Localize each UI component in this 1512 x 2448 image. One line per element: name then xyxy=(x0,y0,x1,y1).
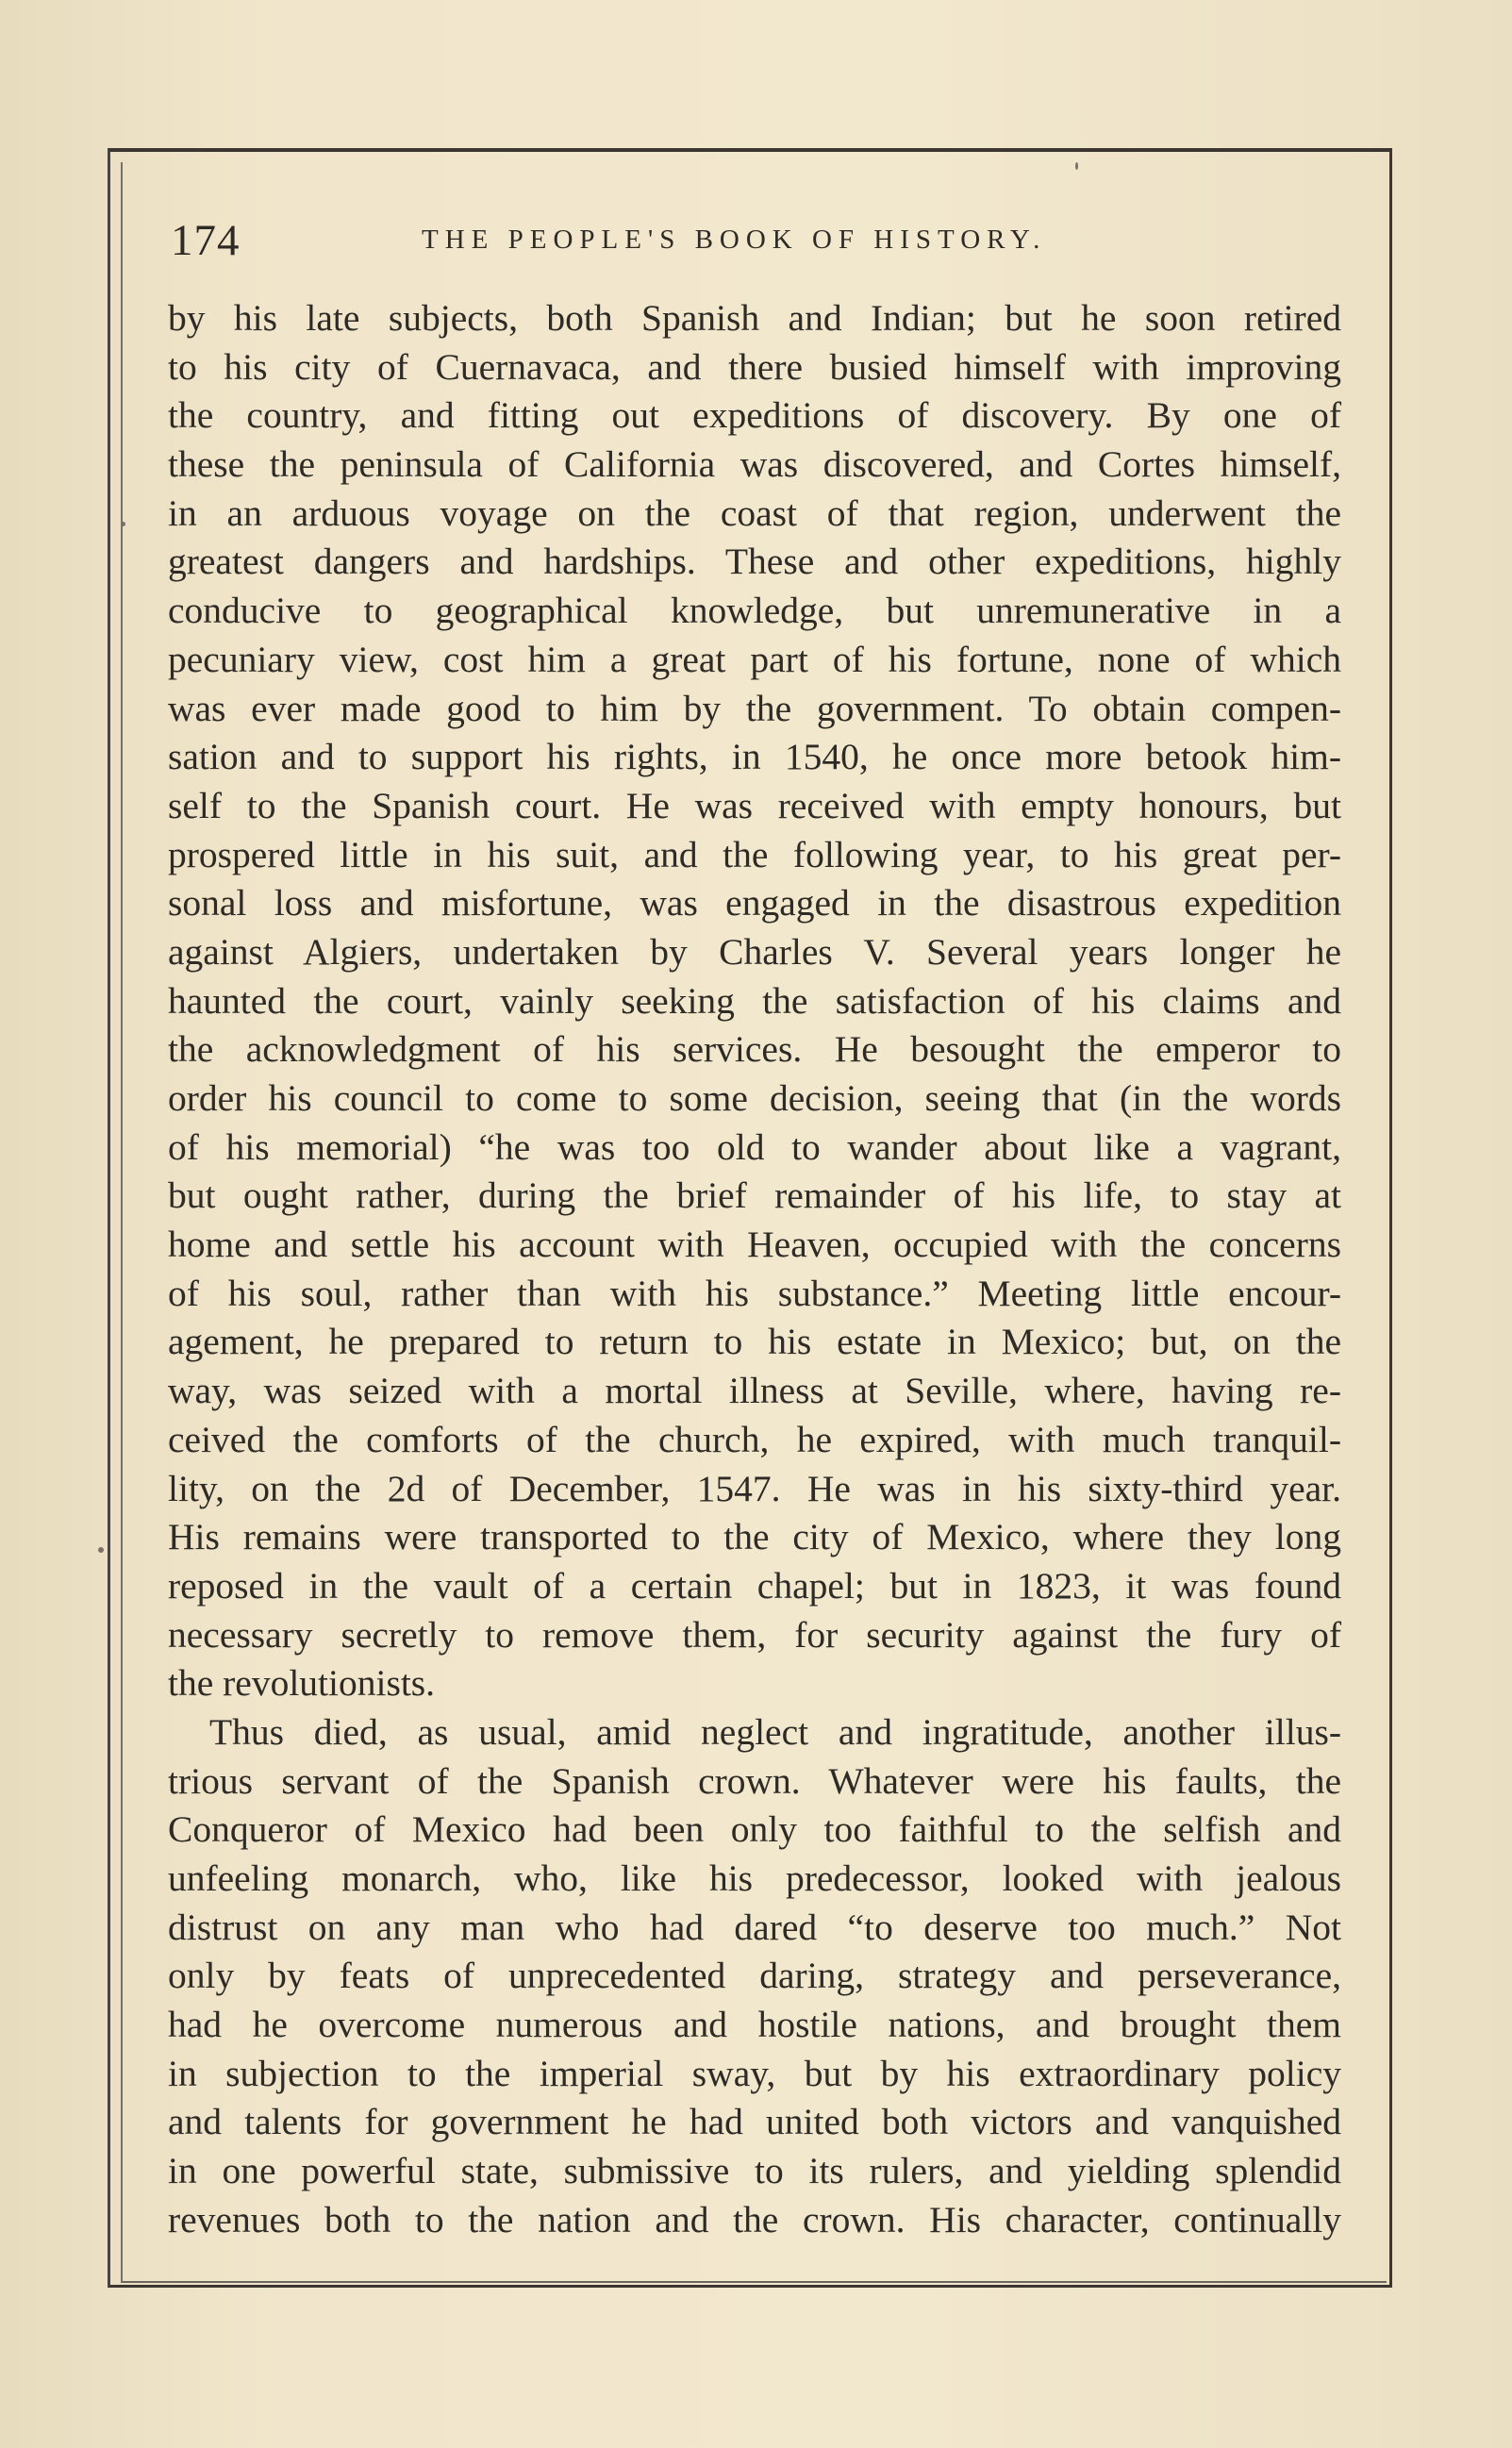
text-line: in subjection to the imperial sway, but by his extraordinary policy xyxy=(168,2052,1341,2094)
text-line: and talents for government he had united both victors and vanquished xyxy=(168,2101,1341,2143)
text-line: order his council to come to some decision, seeing that (in the words xyxy=(168,1077,1341,1119)
text-line: was ever made good to him by the government. To obtain compen- xyxy=(168,687,1341,729)
text-line: greatest dangers and hardships. These and other expeditions, highly xyxy=(168,541,1341,583)
text-line: Conqueror of Mexico had been only too faithful to the selfish and xyxy=(168,1808,1341,1851)
paper-speck xyxy=(98,1547,104,1553)
text-line: sonal loss and misfortune, was engaged in the disastrous expedition xyxy=(168,882,1341,924)
text-line: unfeeling monarch, who, like his predecessor, looked with jealous xyxy=(168,1857,1341,1899)
text-line: His remains were transported to the city of Mexico, where they long xyxy=(168,1516,1341,1558)
text-line: agement, he prepared to return to his estate in Mexico; but, on the xyxy=(168,1321,1341,1363)
text-line: the country, and fitting out expeditions of discovery. By one of xyxy=(168,394,1341,437)
text-line: pecuniary view, cost him a great part of his fortune, none of which xyxy=(168,638,1341,680)
text-line: of his soul, rather than with his substance.” Meeting little encour- xyxy=(168,1272,1341,1314)
running-head: THE PEOPLE'S BOOK OF HISTORY. xyxy=(422,225,1047,255)
text-line: sation and to support his rights, in 1540, he once more betook him- xyxy=(168,736,1341,778)
text-line: reposed in the vault of a certain chapel; but in 1823, it was found xyxy=(168,1564,1341,1607)
text-line: in an arduous voyage on the coast of that region, underwent the xyxy=(168,491,1341,534)
text-line: self to the Spanish court. He was received with empty honours, but xyxy=(168,784,1341,826)
page-header xyxy=(171,215,1340,272)
text-line: to his city of Cuernavaca, and there busied himself with improving xyxy=(168,345,1341,388)
text-line: home and settle his account with Heaven, occupied with the concerns xyxy=(168,1224,1341,1266)
text-line: against Algiers, undertaken by Charles V. Several years longer he xyxy=(168,930,1341,973)
text-line: necessary secretly to remove them, for security against the fury of xyxy=(168,1613,1341,1656)
text-line: these the peninsula of California was discovered, and Cortes himself, xyxy=(168,443,1341,486)
text-line: had he overcome numerous and hostile nations, and brought them xyxy=(168,2004,1341,2046)
text-line: of his memorial) “he was too old to wander about like a vagrant, xyxy=(168,1125,1341,1168)
text-line: but ought rather, during the brief remainder of his life, to stay at xyxy=(168,1174,1341,1217)
text-line: lity, on the 2d of December, 1547. He was in his sixty-third year. xyxy=(168,1467,1341,1509)
text-line: conducive to geographical knowledge, but unremunerative in a xyxy=(168,590,1341,632)
paper-speck xyxy=(1075,162,1078,170)
text-line-paragraph-start: Thus died, as usual, amid neglect and ingratitude, another illus- xyxy=(209,1710,1341,1753)
text-line: prospered little in his suit, and the following year, to his great per- xyxy=(168,833,1341,875)
body-text xyxy=(168,294,1341,2245)
text-line: haunted the court, vainly seeking the satisfaction of his claims and xyxy=(168,979,1341,1022)
text-line: in one powerful state, submissive to its rulers, and yielding splendid xyxy=(168,2150,1341,2192)
text-line-paragraph-end: the revolutionists. xyxy=(168,1662,436,1705)
text-line: revenues both to the nation and the crown. His character, continually xyxy=(168,2198,1341,2240)
text-line: way, was seized with a mortal illness at Seville, where, having re- xyxy=(168,1370,1341,1412)
text-line: trious servant of the Spanish crown. Whatever were his faults, the xyxy=(168,1759,1341,1802)
text-line: only by feats of unprecedented daring, strategy and perseverance, xyxy=(168,1955,1341,1997)
page-number: 174 xyxy=(171,216,241,265)
text-line: the acknowledgment of his services. He besought the emperor to xyxy=(168,1028,1341,1071)
text-line: ceived the comforts of the church, he expired, with much tranquil- xyxy=(168,1418,1341,1460)
paper-speck xyxy=(121,522,125,526)
text-line: distrust on any man who had dared “to deserve too much.” Not xyxy=(168,1906,1341,1948)
text-line: by his late subjects, both Spanish and Indian; but he soon retired xyxy=(168,297,1341,339)
